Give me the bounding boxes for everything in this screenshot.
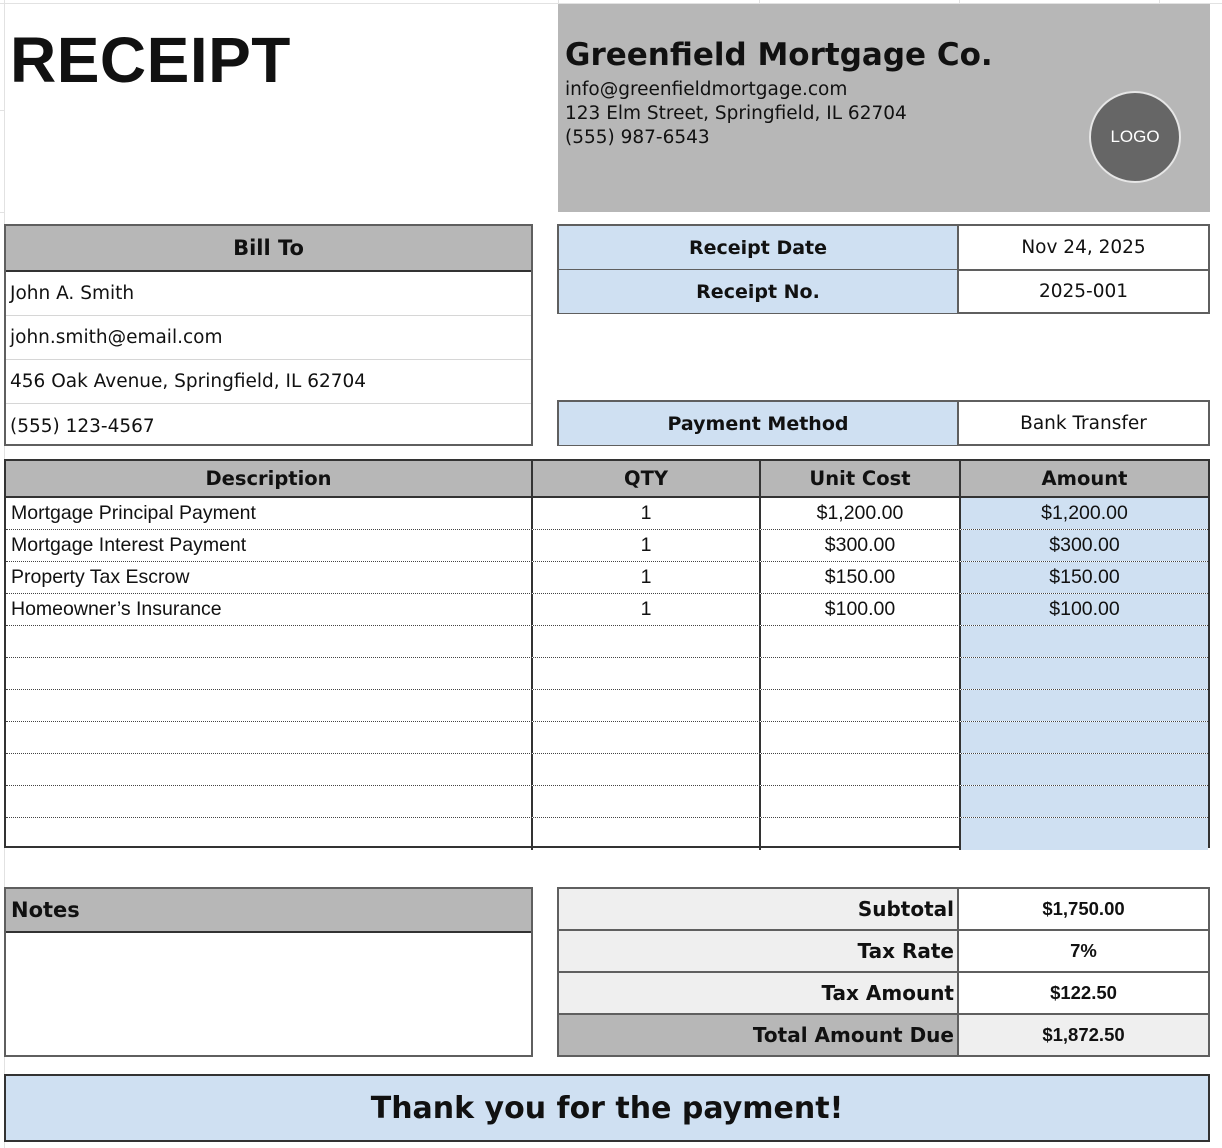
item-unit-cost[interactable] — [761, 786, 961, 817]
item-unit-cost[interactable] — [761, 658, 961, 689]
item-amount[interactable] — [961, 818, 1208, 850]
receipt-date-value[interactable]: Nov 24, 2025 — [1021, 237, 1146, 258]
table-row — [6, 690, 1208, 722]
bill-to-phone[interactable]: (555) 123-4567 — [10, 415, 155, 437]
item-unit-cost[interactable]: $1,200.00 — [761, 498, 961, 529]
tax-amount-value: $122.50 — [1050, 982, 1117, 1003]
item-qty[interactable] — [533, 786, 761, 817]
item-qty[interactable]: 1 — [533, 530, 761, 561]
item-qty[interactable]: 1 — [533, 562, 761, 593]
table-row — [6, 562, 1208, 594]
item-unit-cost[interactable]: $150.00 — [761, 562, 961, 593]
tax-amount-row — [559, 973, 1208, 1015]
tax-rate-row — [559, 931, 1208, 973]
grid-line — [0, 212, 4, 213]
payment-method-box — [557, 400, 1210, 446]
item-amount[interactable]: $1,200.00 — [961, 498, 1208, 529]
item-qty[interactable]: 1 — [533, 498, 761, 529]
tax-amount-label: Tax Amount — [559, 973, 959, 1013]
receipt-date-row — [559, 226, 1208, 271]
item-description[interactable] — [6, 626, 533, 657]
table-row — [6, 530, 1208, 562]
item-qty[interactable] — [533, 626, 761, 657]
item-description[interactable] — [6, 658, 533, 689]
grid-line — [0, 110, 4, 111]
table-row — [6, 626, 1208, 658]
receipt-info — [557, 224, 1210, 314]
item-amount[interactable] — [961, 626, 1208, 657]
subtotal-label: Subtotal — [559, 889, 959, 929]
item-unit-cost[interactable] — [761, 818, 961, 850]
table-row — [6, 658, 1208, 690]
table-row — [6, 722, 1208, 754]
item-qty[interactable] — [533, 754, 761, 785]
item-description[interactable]: Property Tax Escrow — [6, 562, 533, 593]
tax-rate-value[interactable]: 7% — [1070, 940, 1097, 961]
item-qty[interactable] — [533, 658, 761, 689]
column-header-unit-cost: Unit Cost — [761, 461, 961, 496]
item-amount[interactable] — [961, 658, 1208, 689]
item-qty[interactable]: 1 — [533, 594, 761, 625]
notes-section — [4, 887, 533, 1057]
bill-to-address[interactable]: 456 Oak Avenue, Springfield, IL 62704 — [6, 360, 531, 404]
item-amount[interactable]: $300.00 — [961, 530, 1208, 561]
company-phone: (555) 987-6543 — [565, 127, 710, 148]
item-amount[interactable] — [961, 786, 1208, 817]
item-unit-cost[interactable] — [761, 690, 961, 721]
company-email: info@greenfieldmortgage.com — [565, 79, 848, 100]
item-amount[interactable] — [961, 690, 1208, 721]
table-row — [6, 498, 1208, 530]
company-address: 123 Elm Street, Springfield, IL 62704 — [565, 103, 907, 124]
item-description[interactable] — [6, 754, 533, 785]
table-row — [6, 786, 1208, 818]
receipt-title: RECEIPT — [10, 24, 291, 96]
totals-section — [557, 887, 1210, 1057]
item-amount[interactable] — [961, 722, 1208, 753]
item-description[interactable]: Mortgage Interest Payment — [6, 530, 533, 561]
item-qty[interactable] — [533, 818, 761, 850]
bill-to-section — [4, 224, 533, 446]
item-unit-cost[interactable]: $300.00 — [761, 530, 961, 561]
item-description[interactable]: Homeowner’s Insurance — [6, 594, 533, 625]
line-items-table — [4, 459, 1210, 848]
notes-header: Notes — [6, 889, 531, 933]
subtotal-value: $1,750.00 — [1042, 898, 1125, 919]
payment-method-row — [559, 402, 1208, 445]
item-amount[interactable]: $100.00 — [961, 594, 1208, 625]
receipt-number-label: Receipt No. — [559, 270, 959, 313]
item-unit-cost[interactable] — [761, 722, 961, 753]
receipt-number-row — [559, 270, 1208, 313]
company-name: Greenfield Mortgage Co. — [565, 37, 993, 73]
subtotal-row — [559, 889, 1208, 931]
total-due-row — [559, 1015, 1208, 1055]
item-amount[interactable]: $150.00 — [961, 562, 1208, 593]
item-unit-cost[interactable] — [761, 754, 961, 785]
table-row — [6, 754, 1208, 786]
bill-to-header: Bill To — [6, 226, 531, 272]
receipt-number-value[interactable]: 2025-001 — [1038, 281, 1129, 302]
line-items-header — [6, 461, 1208, 498]
item-description[interactable]: Mortgage Principal Payment — [6, 498, 533, 529]
item-description[interactable] — [6, 786, 533, 817]
company-header — [558, 4, 1210, 212]
thank-you-banner: Thank you for the payment! — [4, 1074, 1210, 1142]
item-qty[interactable] — [533, 722, 761, 753]
company-logo: LOGO — [1089, 91, 1181, 183]
column-header-amount: Amount — [1041, 467, 1128, 490]
item-description[interactable] — [6, 722, 533, 753]
bill-to-name[interactable]: John A. Smith — [6, 272, 531, 316]
table-row — [6, 594, 1208, 626]
item-unit-cost[interactable]: $100.00 — [761, 594, 961, 625]
item-description[interactable] — [6, 690, 533, 721]
payment-method-value[interactable]: Bank Transfer — [1020, 413, 1147, 434]
total-due-value: $1,872.50 — [959, 1015, 1208, 1055]
receipt-date-label: Receipt Date — [559, 226, 959, 269]
column-header-qty: QTY — [533, 461, 761, 496]
item-amount[interactable] — [961, 754, 1208, 785]
tax-rate-label: Tax Rate — [559, 931, 959, 971]
table-row — [6, 818, 1208, 850]
item-unit-cost[interactable] — [761, 626, 961, 657]
total-due-label: Total Amount Due — [559, 1015, 959, 1055]
item-description[interactable] — [6, 818, 533, 850]
bill-to-email[interactable]: john.smith@email.com — [6, 316, 531, 360]
item-qty[interactable] — [533, 690, 761, 721]
payment-method-label: Payment Method — [559, 402, 959, 445]
column-header-description: Description — [6, 461, 533, 496]
